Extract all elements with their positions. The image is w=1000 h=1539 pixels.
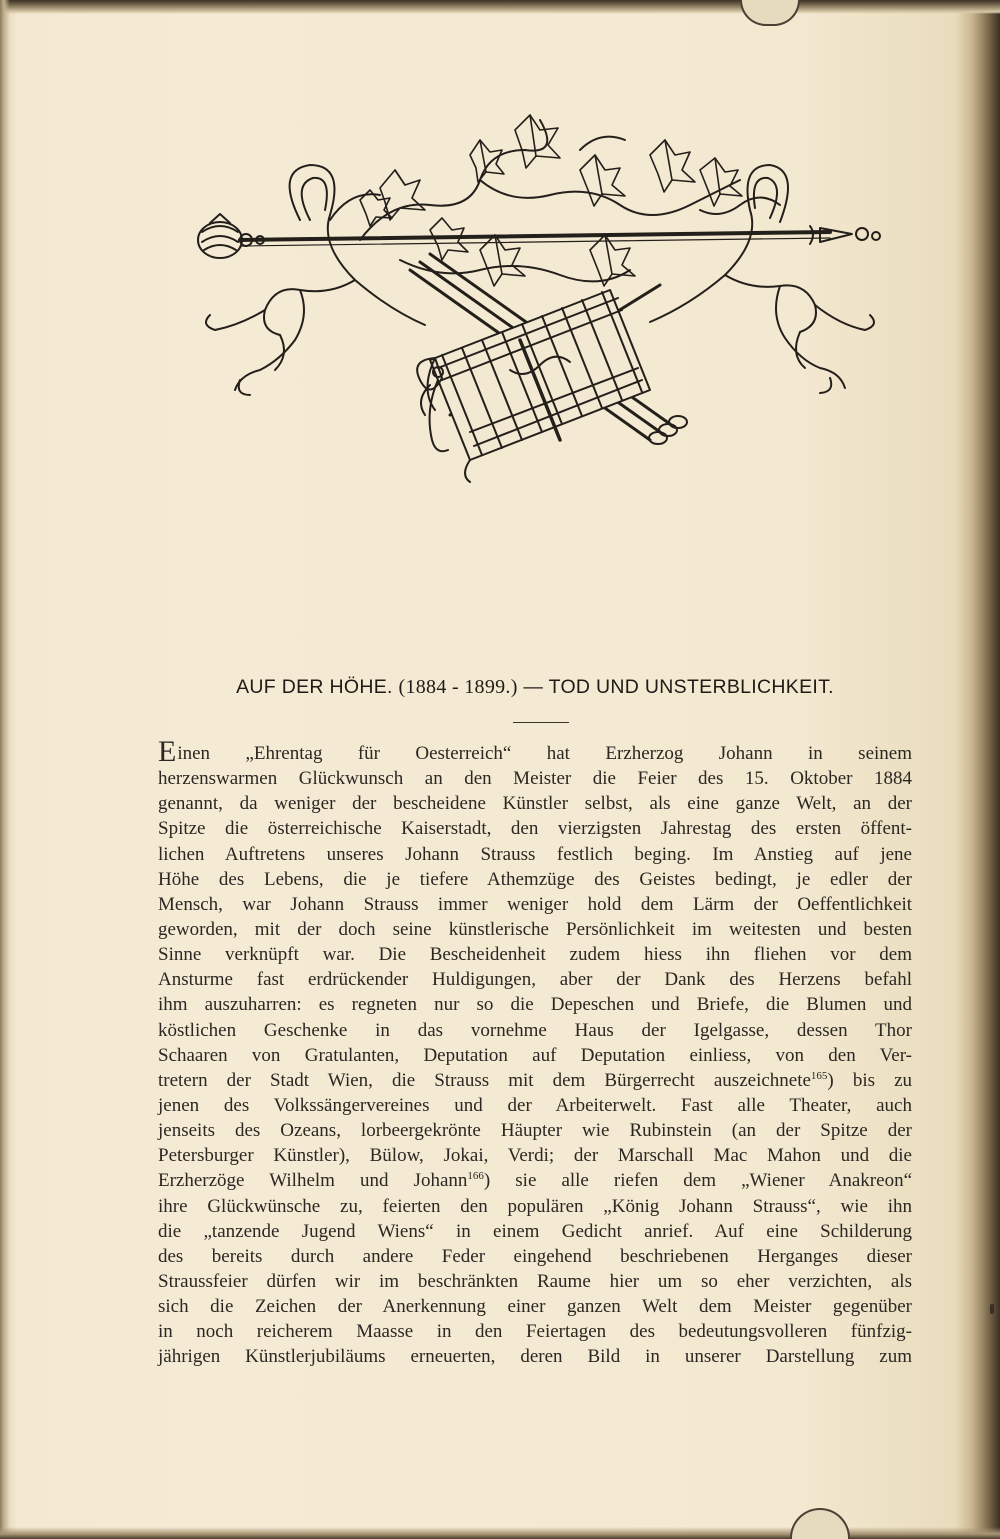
edge-mark [990,1304,994,1314]
chapter-heading [150,676,920,699]
finial-left [198,214,264,258]
page-top-edge [0,0,1000,14]
ivy-leaves [360,115,742,286]
heading-years: (1884 - 1899.) [398,676,518,698]
text-line: ihm auszuharren: es regneten nur so die Depeschen und Briefe, die Blumen und [158,994,912,1016]
pan-pipes [421,290,650,482]
text-line: Mensch, war Johann Strauss immer weniger hold dem Lärm der Oeffentlichkeit [158,893,912,915]
text-line: jährigen Künstlerjubiläums erneuerten, deren Bild in unserer Darstellung zum [158,1346,912,1368]
text-line: Erzherzöge Wilhelm und Johann$^{166}$) sie alle riefen dem „Wiener Anakreon“ [158,1170,913,1192]
text-line: Schaaren von Gratulanten, Deputation auf Deputation einliess, von den Ver- [158,1044,912,1066]
body-text [158,735,913,1370]
text-line: die „tanzende Jugend Wiens“ in einem Gedicht anrief. Auf eine Schilderung [158,1220,912,1242]
initial-letter: E [158,735,177,768]
page-left-edge [0,0,10,1539]
text-line: lichen Auftretens unseres Johann Strauss festlich beging. Im Anstieg auf jene [158,843,912,865]
heading-title-part1: AUF DER HÖHE. [236,676,393,698]
finial-right [810,226,880,244]
text-line: ihre Glückwünsche zu, feierten den populären „König Johann Strauss“, wie ihn [158,1195,912,1217]
ribbon-left [206,165,425,395]
text-line: sich die Zeichen der Anerkennung einer ganzen Welt dem Meister gegenüber [158,1296,912,1318]
text-line: Petersburger Künstler), Bülow, Jokai, Verdi; der Marschall Mac Mahon und die [158,1145,912,1167]
ornament-vignette [180,110,890,490]
text-line: Höhe des Lebens, die je tiefere Athemzüge des Geistes bedingt, je edler der [158,868,912,890]
footnote-ref-166[interactable]: 166 [467,1170,484,1183]
ribbon-right [650,165,874,393]
text-line: Ansturme fast erdrückender Huldigungen, aber der Dank des Herzens befahl [158,969,912,991]
text-line: jenseits des Ozeans, lorbeergekrönte Häupter wie Rubinstein (an der Spitze der [158,1120,912,1142]
text-line: Sinne verknüpft war. Die Bescheidenheit zudem hiess ihn fliehen vor dem [158,944,912,966]
text-line: Einen „Ehrentag für Oesterreich“ hat Erzherzog Johann in seinem [158,735,912,768]
text-line: Spitze die österreichische Kaiserstadt, den vierzigsten Jahrestag des ersten öffent- [158,818,912,840]
text-line: in noch reicherem Maasse in den Feiertagen des bedeutungsvolleren fünfzig- [158,1321,912,1343]
heading-rule [513,722,569,723]
text-line: tretern der Stadt Wien, die Strauss mit dem Bürgerrecht auszeichnete$^{165}$) bis zu [158,1069,912,1091]
text-line: herzenswarmen Glückwunsch an den Meister die Feier des 15. Oktober 1884 [158,768,912,790]
footnote-ref-165[interactable]: 165 [810,1069,828,1082]
heading-title-part2: TOD UND UNSTERBLICHKEIT. [548,676,834,698]
text-line: Straussfeier dürfen wir im beschränkten Raume hier um so eher verzichten, als [158,1270,912,1292]
text-line: des bereits durch andere Feder eingehend beschriebenen Herganges dieser [158,1245,912,1267]
text-line: genannt, da weniger der bescheidene Künstler selbst, als eine ganze Welt, an der [158,793,912,815]
page-bottom-edge [0,1527,1000,1539]
heading-dash: — [523,676,544,698]
text-line: köstlichen Geschenke in das vornehme Haus der Igelgasse, dessen Thor [158,1019,912,1041]
text-line: geworden, mit der doch seine künstlerische Persönlichkeit im weitesten und besten [158,918,912,940]
text-line: jenen des Volkssängervereines und der Arbeiterwelt. Fast alle Theater, auch [158,1094,912,1116]
